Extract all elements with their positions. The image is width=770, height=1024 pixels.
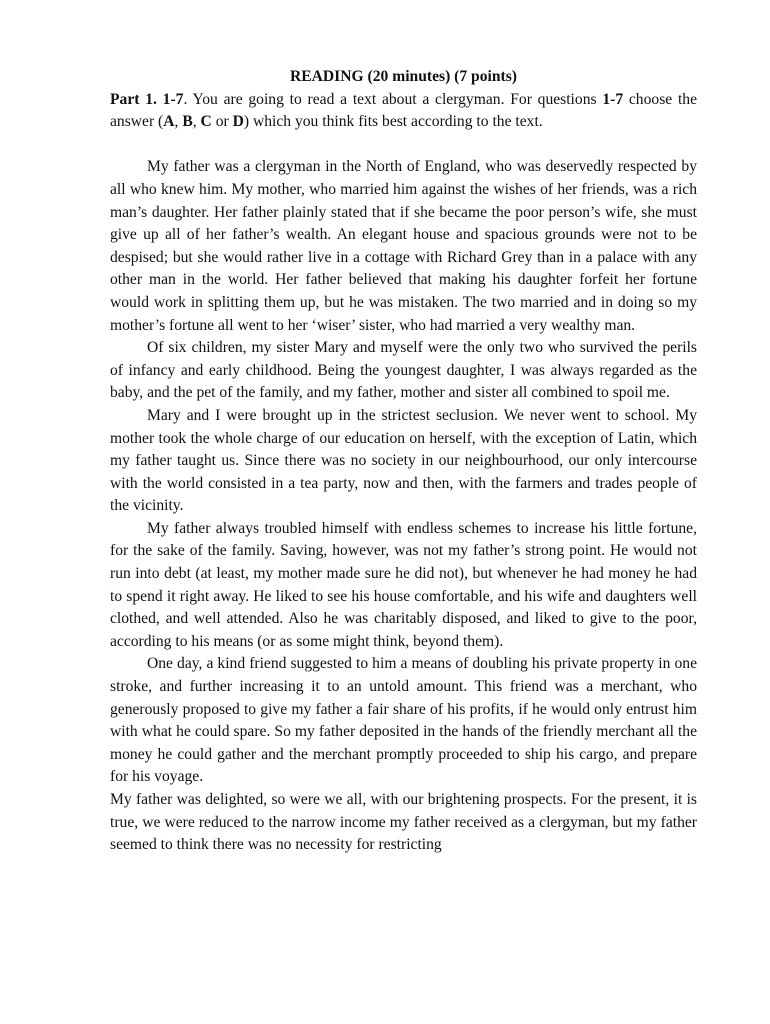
question-range-repeat: 1-7 bbox=[602, 90, 624, 108]
section-title: READING (20 minutes) (7 points) bbox=[290, 68, 517, 85]
text-paragraph: Mary and I were brought up in the strictest seclusion. We never went to school. My mother took the whole charge of our education on herself, with the exception of Latin, which my father taught us. Since there was no society in our neighbourhood, our only intercourse with the world consisted in a tea party, now and then, with the farmers and trades people of the vicinity. bbox=[110, 406, 697, 515]
separator: or bbox=[211, 113, 233, 131]
text-paragraph: My father was delighted, so were we all, with our brightening prospects. For the present, it is true, we were reduced to the narrow income my father received as a clergyman, but my father seemed to think there was no necessity for restricting bbox=[110, 791, 697, 854]
separator: , bbox=[192, 113, 201, 131]
option-d: D bbox=[232, 113, 244, 131]
text-paragraph: Of six children, my sister Mary and myself were the only two who survived the perils of infancy and early childhood. Being the youngest daughter, I was always regarded as the baby, and the pet of the family, and my father, mother and sister all combined to spoil me. bbox=[110, 339, 697, 402]
text-paragraph: My father was a clergyman in the North of England, who was deservedly respected by all who knew him. My mother, who married him against the wishes of her friends, was a rich man’s daughter. Her father plainly stated that if she became the poor person’s wife, she must give up all of her father’s wealth. An elegant house and spacious grounds were not to be despised; but she would rather live in a cottage with Richard Grey than in a palace with any other man in the world. Her father believed that making his daughter forfeit her fortune would work in splitting them up, but he was mistaken. The two married and in doing so my mother’s fortune all went to her ‘wiser’ sister, who had married a very wealthy man. bbox=[110, 158, 697, 334]
separator: , bbox=[174, 113, 183, 131]
option-b: B bbox=[182, 113, 193, 131]
document-page bbox=[110, 66, 697, 857]
instruction-text: choose the answer ( bbox=[110, 90, 697, 131]
instruction-text: ) which you think fits best according to the text. bbox=[243, 113, 543, 131]
part-label: Part 1. bbox=[110, 90, 157, 108]
text-paragraph: My father always troubled himself with endless schemes to increase his little fortune, for the sake of the family. Saving, however, was not my father’s strong point. He would not run into debt (at least, my mother made sure he did not), but whenever he had money he had to spend it right away. He liked to see his house comfortable, and his wife and daughters well clothed, and well attended. Also he was charitably disposed, and liked to give to the poor, according to his means (or as some might think, beyond them). bbox=[110, 519, 697, 650]
option-a: A bbox=[163, 113, 175, 131]
task-instructions bbox=[110, 89, 697, 134]
text-paragraph: One day, a kind friend suggested to him a means of doubling his private property in one stroke, and further increasing it to an untold amount. This friend was a merchant, who generously proposed to give my father a fair share of his profits, if he would only entrust him with what he could spare. So my father deposited in the hands of the friendly merchant all the money he could gather and the merchant promptly proceeded to ship his cargo, and prepare for his voyage. bbox=[110, 655, 697, 786]
option-c: C bbox=[200, 113, 212, 131]
instruction-text: . You are going to read a text about a clergyman. For questions bbox=[183, 90, 603, 108]
question-range: 1-7 bbox=[162, 90, 184, 108]
